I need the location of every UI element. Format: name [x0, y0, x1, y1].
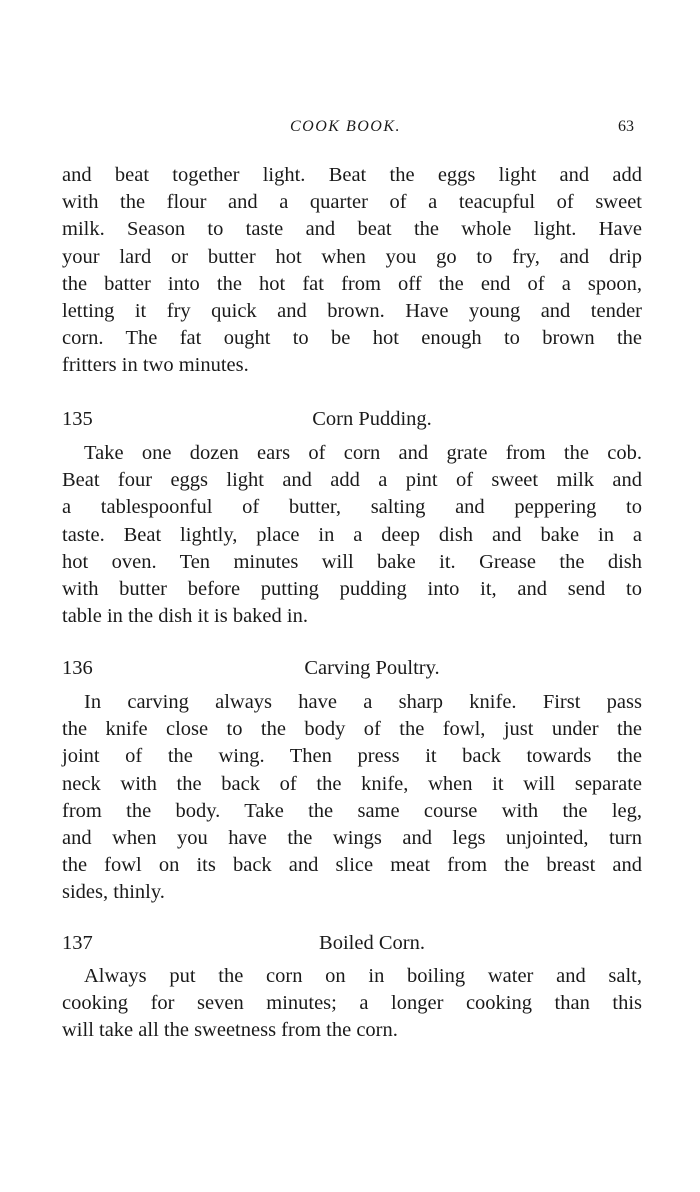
text-line: taste. Beat lightly, place in a deep dish and bake in a [62, 523, 642, 546]
text-line: and when you have the wings and legs unjointed, turn [62, 826, 642, 849]
recipe-body [62, 963, 642, 1045]
text-line: with the flour and a quarter of a teacupful of sweet [62, 191, 642, 214]
text-line: the knife close to the body of the fowl, just under the [62, 718, 642, 741]
recipe-number: 135 [62, 408, 93, 430]
recipe-title: Carving Poultry. [304, 657, 440, 679]
text-line: hot oven. Ten minutes will bake it. Grease the dish [62, 550, 642, 573]
recipe-title: Corn Pudding. [312, 408, 432, 430]
recipe-number: 137 [62, 932, 93, 954]
text-line: and beat together light. Beat the eggs light and add [62, 164, 642, 186]
text-line: Take one dozen ears of corn and grate from the cob. [84, 442, 642, 464]
recipe-title: Boiled Corn. [319, 932, 425, 954]
text-line: your lard or butter hot when you go to fry, and drip [62, 245, 642, 268]
text-line: In carving always have a sharp knife. First pass [84, 691, 642, 713]
recipe-heading [62, 929, 642, 957]
text-line: Beat four eggs light and add a pint of sweet milk and [62, 469, 642, 492]
running-title: COOK BOOK. [290, 118, 402, 135]
text-line: the fowl on its back and slice meat from the breast and [62, 854, 642, 877]
text-line: joint of the wing. Then press it back towards the [62, 745, 642, 768]
text-line: with butter before putting pudding into it, and send to [62, 577, 642, 600]
continuation-paragraph [62, 162, 642, 380]
text-line: Always put the corn on in boiling water and salt, [84, 965, 642, 987]
text-line: from the body. Take the same course with the leg, [62, 799, 642, 822]
text-line: the batter into the hot fat from off the end of a spoon, [62, 272, 642, 295]
page-number: 63 [618, 118, 634, 135]
text-line: will take all the sweetness from the corn. [62, 1019, 398, 1042]
running-head [0, 118, 700, 140]
text-line: cooking for seven minutes; a longer cooking than this [62, 992, 642, 1015]
text-line: sides, thinly. [62, 881, 165, 904]
text-line: neck with the back of the knife, when it will separate [62, 772, 642, 795]
text-line: milk. Season to taste and beat the whole light. Have [62, 218, 642, 241]
recipe-heading [62, 654, 642, 682]
text-line: a tablespoonful of butter, salting and peppering to [62, 496, 642, 519]
text-line: table in the dish it is baked in. [62, 605, 308, 628]
recipe-body [62, 440, 642, 630]
recipe-number: 136 [62, 657, 93, 679]
text-line: letting it fry quick and brown. Have young and tender [62, 299, 642, 322]
recipe-heading [62, 405, 642, 433]
text-line: fritters in two minutes. [62, 354, 249, 377]
recipe-body [62, 689, 642, 907]
text-line: corn. The fat ought to be hot enough to brown the [62, 327, 642, 350]
